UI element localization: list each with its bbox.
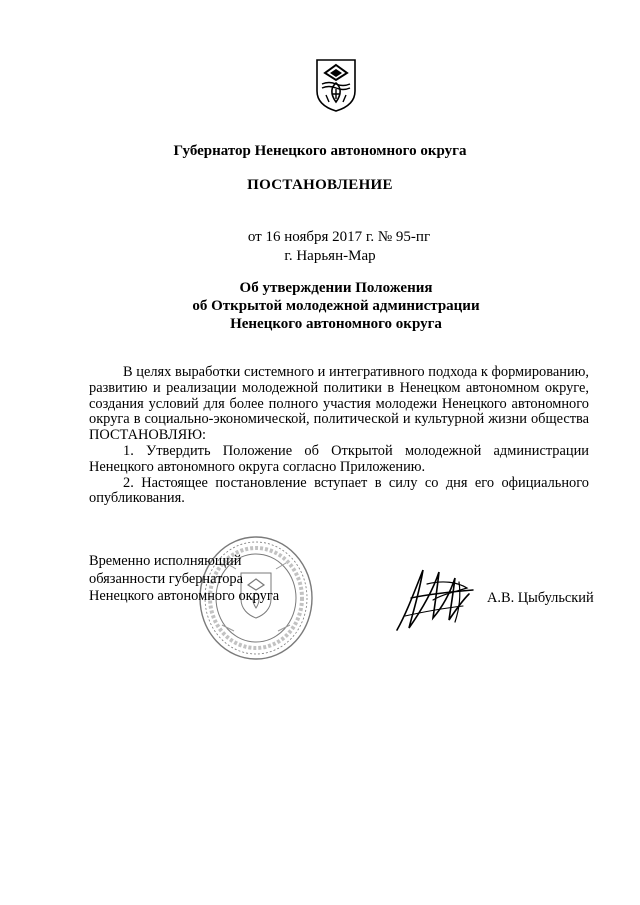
signer-position [89,553,279,606]
body-paragraph: В целях выработки системного и интегративного подхода к формированию, развитию и реализации молодежной политики в Ненецком автономном округе, создания условий для более полного участия молодежи Ненецкого автономного округа в социально-экономической, политической и культурной жизни общества ПОСТАНОВЛЯЮ: [89,364,589,444]
body-paragraph: 1. Утвердить Положение об Открытой молодежной администрации Ненецкого автономного округа согласно Приложению. [89,442,589,475]
coat-of-arms-icon [314,57,358,113]
issuing-authority: Губернатор Ненецкого автономного округа [173,143,467,159]
handwritten-signature-icon [393,560,485,636]
title-line: Об утверждении Положения [239,280,433,296]
document-title [0,279,640,333]
position-line: Временно исполняющий [89,553,242,569]
document-body [89,365,589,507]
body-paragraph: 2. Настоящее постановление вступает в силу со дня его официального опубликования. [89,474,589,507]
title-line: Ненецкого автономного округа [230,316,442,332]
title-line: об Открытой молодежной администрации [192,298,480,314]
signer-name: А.В. Цыбульский [487,590,594,606]
city: г. Нарьян-Мар [284,248,376,264]
date-and-number: от 16 ноября 2017 г. № 95-пг [247,229,431,245]
position-line: обязанности губернатора [89,570,243,587]
document-type: ПОСТАНОВЛЕНИЕ [247,177,393,193]
position-line: Ненецкого автономного округа [89,588,280,604]
